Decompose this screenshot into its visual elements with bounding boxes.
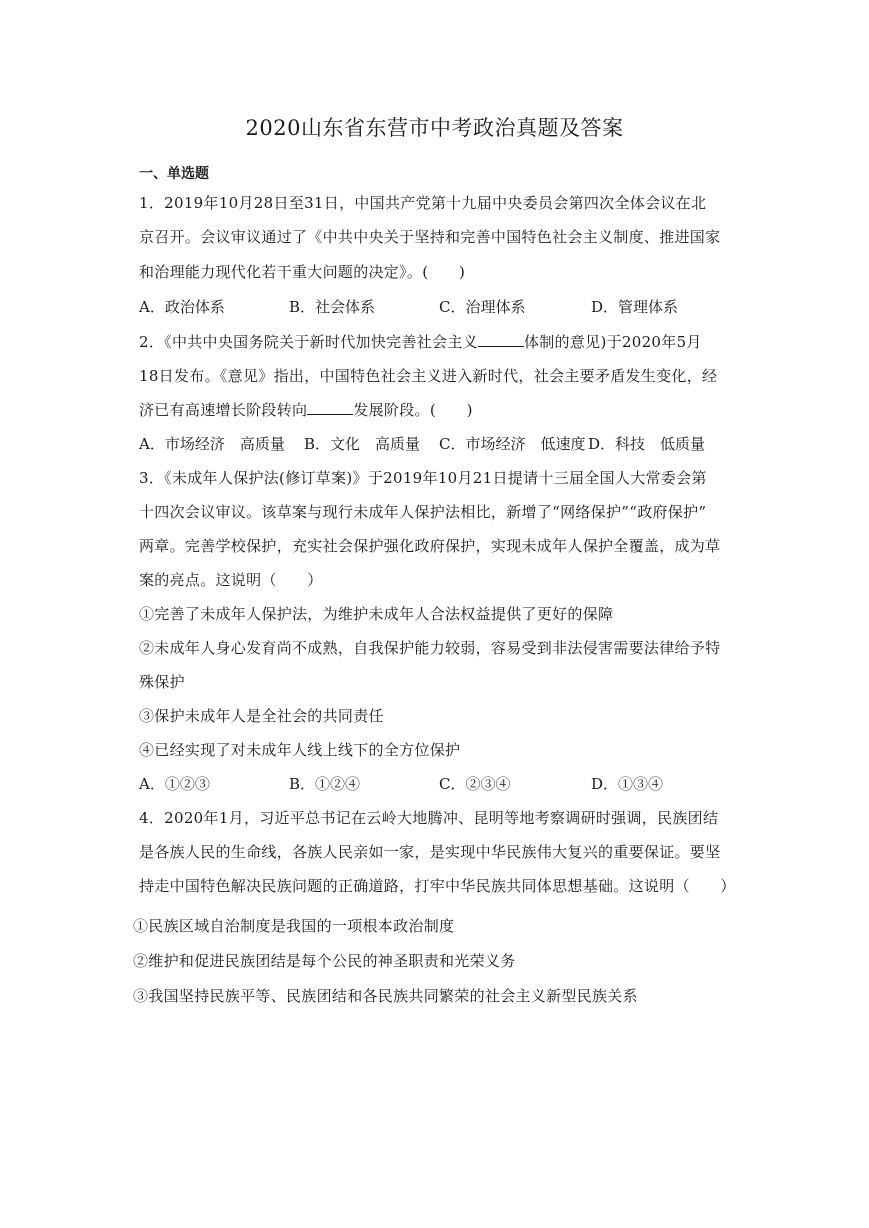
q1-option-b: B．社会体系	[289, 298, 376, 316]
page-title: 2020山东省东营市中考政治真题及答案	[245, 116, 624, 140]
q4-statement-2: ②维护和促进民族团结是每个公民的神圣职责和光荣义务	[133, 952, 516, 970]
q2-line-3	[139, 399, 473, 420]
q3-statement-3: ③保护未成年人是全社会的共同责任	[139, 707, 384, 725]
q4-line-1: 4．2020年1月，习近平总书记在云岭大地腾冲、昆明等地考察调研时强调，民族团结	[139, 809, 719, 827]
answer-blank	[478, 332, 524, 347]
q3-statement-1: ①完善了未成年人保护法，为维护未成年人合法权益提供了更好的保障	[139, 605, 614, 623]
q3-option-a: A．①②③	[139, 775, 210, 793]
q2-line-3-end: 发展阶段。( )	[353, 401, 473, 419]
q1-line-1: 1．2019年10月28日至31日，中国共产党第十九届中央委员会第四次全体会议在北	[139, 194, 707, 212]
q2-line-2: 18日发布。《意见》指出，中国特色社会主义进入新时代，社会主要矛盾发生变化，经	[139, 367, 718, 385]
q2-option-d: D．科技 低质量	[588, 435, 706, 453]
q1-line-2: 京召开。会议审议通过了《中共中央关于坚持和完善中国特色社会主义制度、推进国家	[139, 228, 721, 246]
q3-option-b: B．①②④	[289, 775, 361, 793]
q4-statement-3: ③我国坚持民族平等、民族团结和各民族共同繁荣的社会主义新型民族关系	[133, 987, 638, 1005]
q2-option-c: C．市场经济 低速度	[439, 435, 586, 453]
q2-line-1-start: 2．《中共中央国务院关于新时代加快完善社会主义	[139, 333, 478, 351]
q3-line-4: 案的亮点。这说明（ ）	[139, 571, 323, 589]
q3-statement-4: ④已经实现了对未成年人线上线下的全方位保护	[139, 741, 461, 759]
q2-line-1-end: 体制的意见)于2020年5月	[523, 333, 702, 351]
q3-statement-2-cont: 殊保护	[139, 673, 185, 691]
section-heading: 一、单选题	[139, 166, 209, 182]
q1-option-a: A．政治体系	[139, 298, 225, 316]
q1-option-c: C．治理体系	[439, 298, 526, 316]
q2-option-a: A．市场经济 高质量	[139, 435, 285, 453]
q2-option-b: B．文化 高质量	[304, 435, 421, 453]
q3-option-c: C．②③④	[439, 775, 511, 793]
q1-option-d: D．管理体系	[591, 298, 679, 316]
q3-statement-2: ②未成年人身心发育尚不成熟，自我保护能力较弱，容易受到非法侵害需要法律给予特	[139, 639, 721, 657]
q3-line-2: 十四次会议审议。该草案与现行未成年人保护法相比，新增了“网络保护”“政府保护”	[139, 503, 707, 521]
q2-line-3-start: 济已有高速增长阶段转向	[139, 401, 308, 419]
q3-line-1: 3．《未成年人保护法(修订草案)》于2019年10月21日提请十三届全国人大常委会第	[139, 469, 707, 487]
q4-line-2: 是各族人民的生命线，各族人民亲如一家，是实现中华民族伟大复兴的重要保证。要坚	[139, 843, 721, 861]
q4-statement-1: ①民族区域自治制度是我国的一项根本政治制度	[133, 917, 455, 935]
q4-line-3: 持走中国特色解决民族问题的正确道路，打牢中华民族共同体思想基础。这说明（ ）	[139, 877, 736, 895]
q3-line-3: 两章。完善学校保护，充实社会保护强化政府保护，实现未成年人保护全覆盖，成为草	[139, 537, 721, 555]
q2-line-1	[139, 331, 702, 352]
q3-option-d: D．①③④	[591, 775, 664, 793]
q1-line-3: 和治理能力现代化若干重大问题的决定》。( )	[139, 263, 466, 281]
answer-blank	[307, 400, 353, 415]
